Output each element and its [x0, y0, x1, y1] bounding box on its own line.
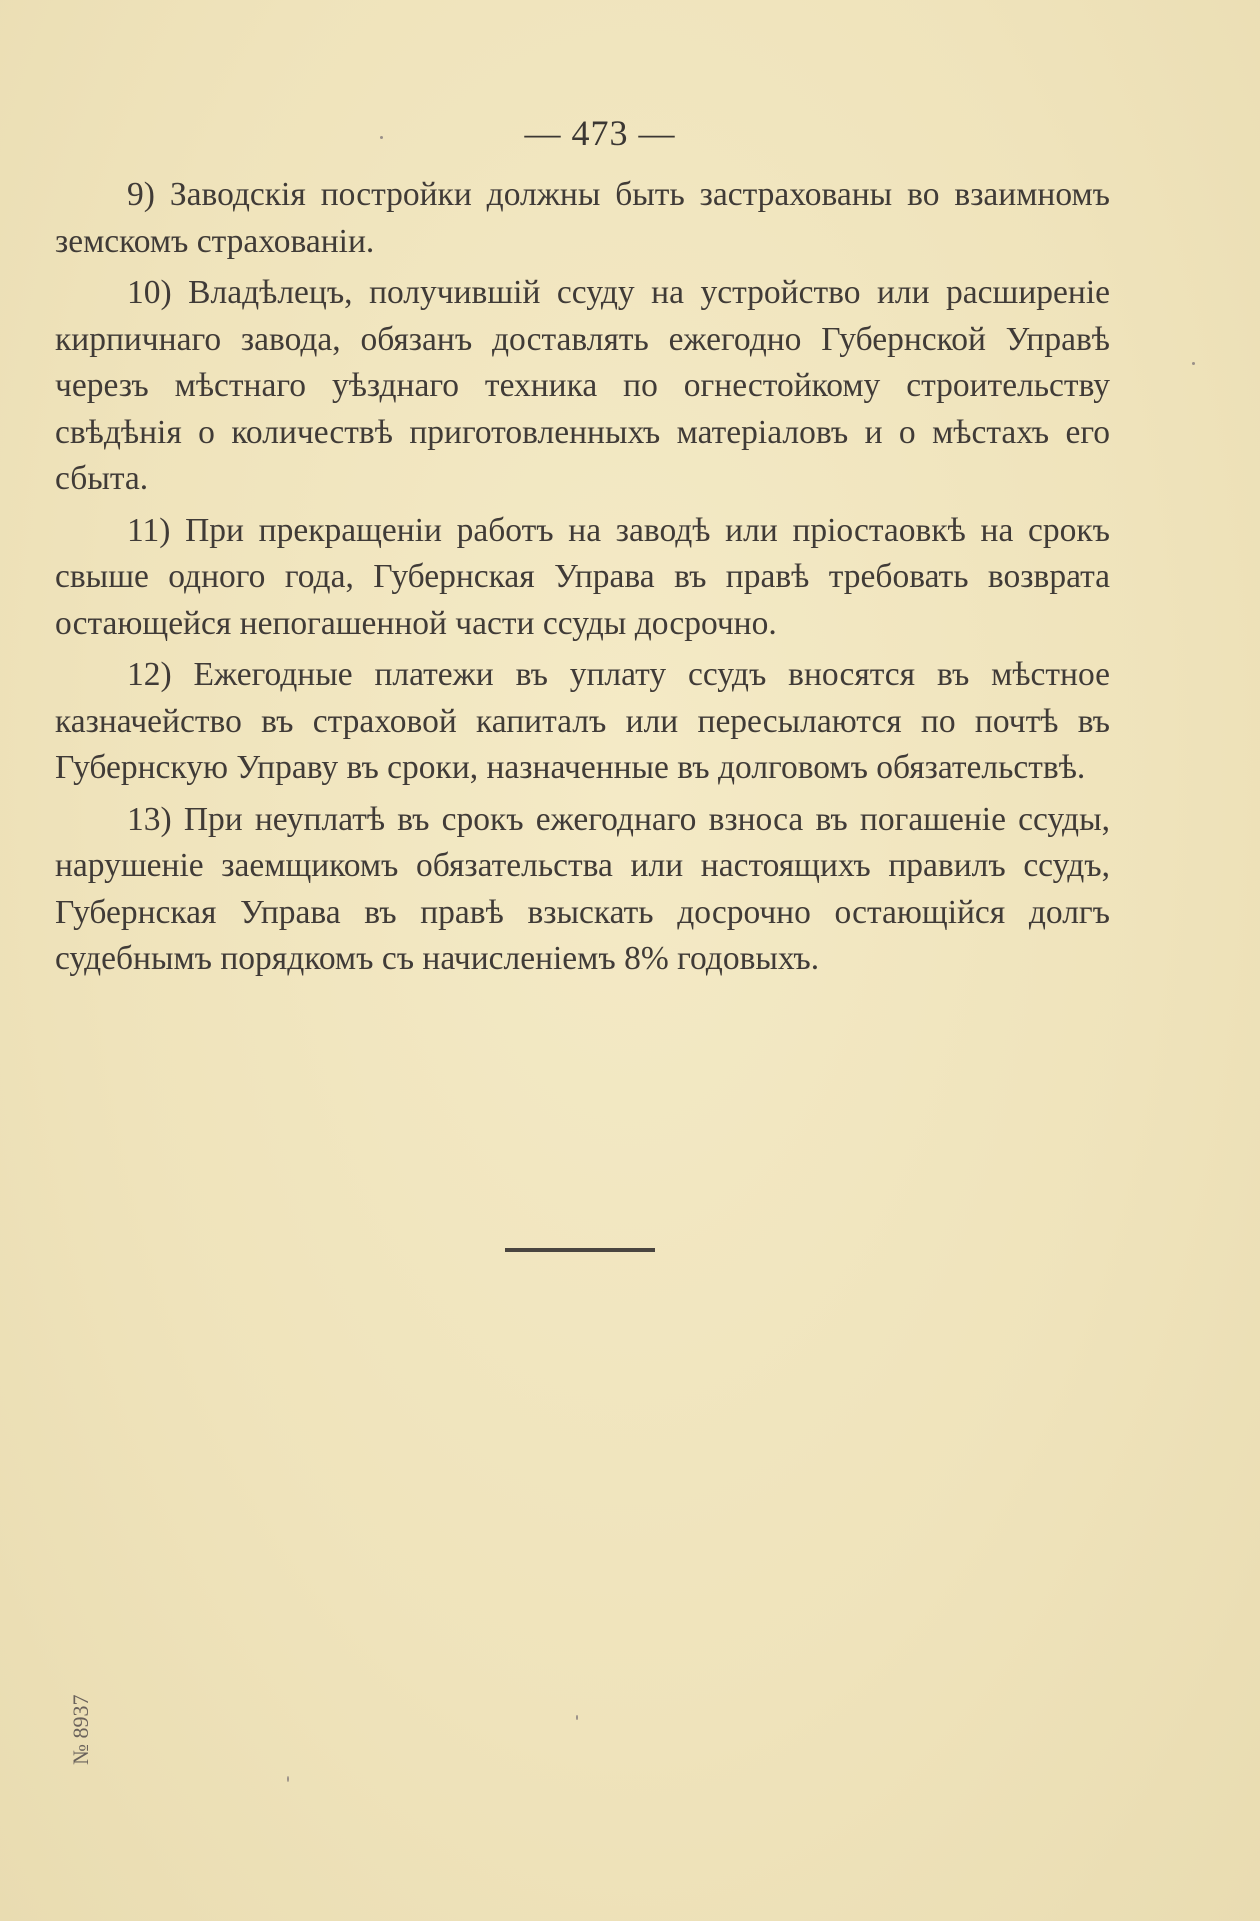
inventory-stamp: № 8937	[68, 1694, 93, 1765]
paragraph-10: 10) Владѣлецъ, получившій ссуду на устройство или расширеніе кирпичнаго завода, обязанъ доставлять ежегодно Губернской Управѣ черезъ мѣстнаго уѣзднаго техника по огнестойкому строительству свѣдѣнія о количествѣ приготовленныхъ матеріаловъ и о мѣстахъ его сбыта.	[55, 274, 1110, 497]
paper-speck	[380, 136, 383, 139]
paragraph-9: 9) Заводскія постройки должны быть застрахованы во взаимномъ земскомъ страхованіи.	[55, 176, 1110, 260]
section-divider	[505, 1248, 655, 1252]
paragraph-13: 13) При неуплатѣ въ срокъ ежегоднаго взноса въ погашеніе ссуды, нарушеніе заемщикомъ обязательства или настоящихъ правилъ ссудъ, Губернская Управа въ правѣ взыскать досрочно остающійся долгъ судебнымъ порядкомъ съ начисленіемъ 8% годовыхъ.	[55, 800, 1110, 977]
body-text	[55, 172, 1110, 988]
paragraph-12: 12) Ежегодные платежи въ уплату ссудъ вносятся въ мѣстное казначейство въ страховой капиталъ или пересылаются по почтѣ въ Губернскую Управу въ сроки, назначенные въ долговомъ обязательствѣ.	[55, 656, 1110, 786]
page-number: — 473 —	[524, 113, 676, 153]
paper-speck	[1192, 362, 1195, 365]
paper-speck	[576, 1715, 578, 1720]
paper-speck	[287, 1776, 289, 1782]
paragraph-11: 11) При прекращеніи работъ на заводѣ или пріостаовкѣ на срокъ свыше одного года, Губернская Управа въ правѣ требовать возврата остающейся непогашенной части ссуды досрочно.	[55, 511, 1110, 642]
